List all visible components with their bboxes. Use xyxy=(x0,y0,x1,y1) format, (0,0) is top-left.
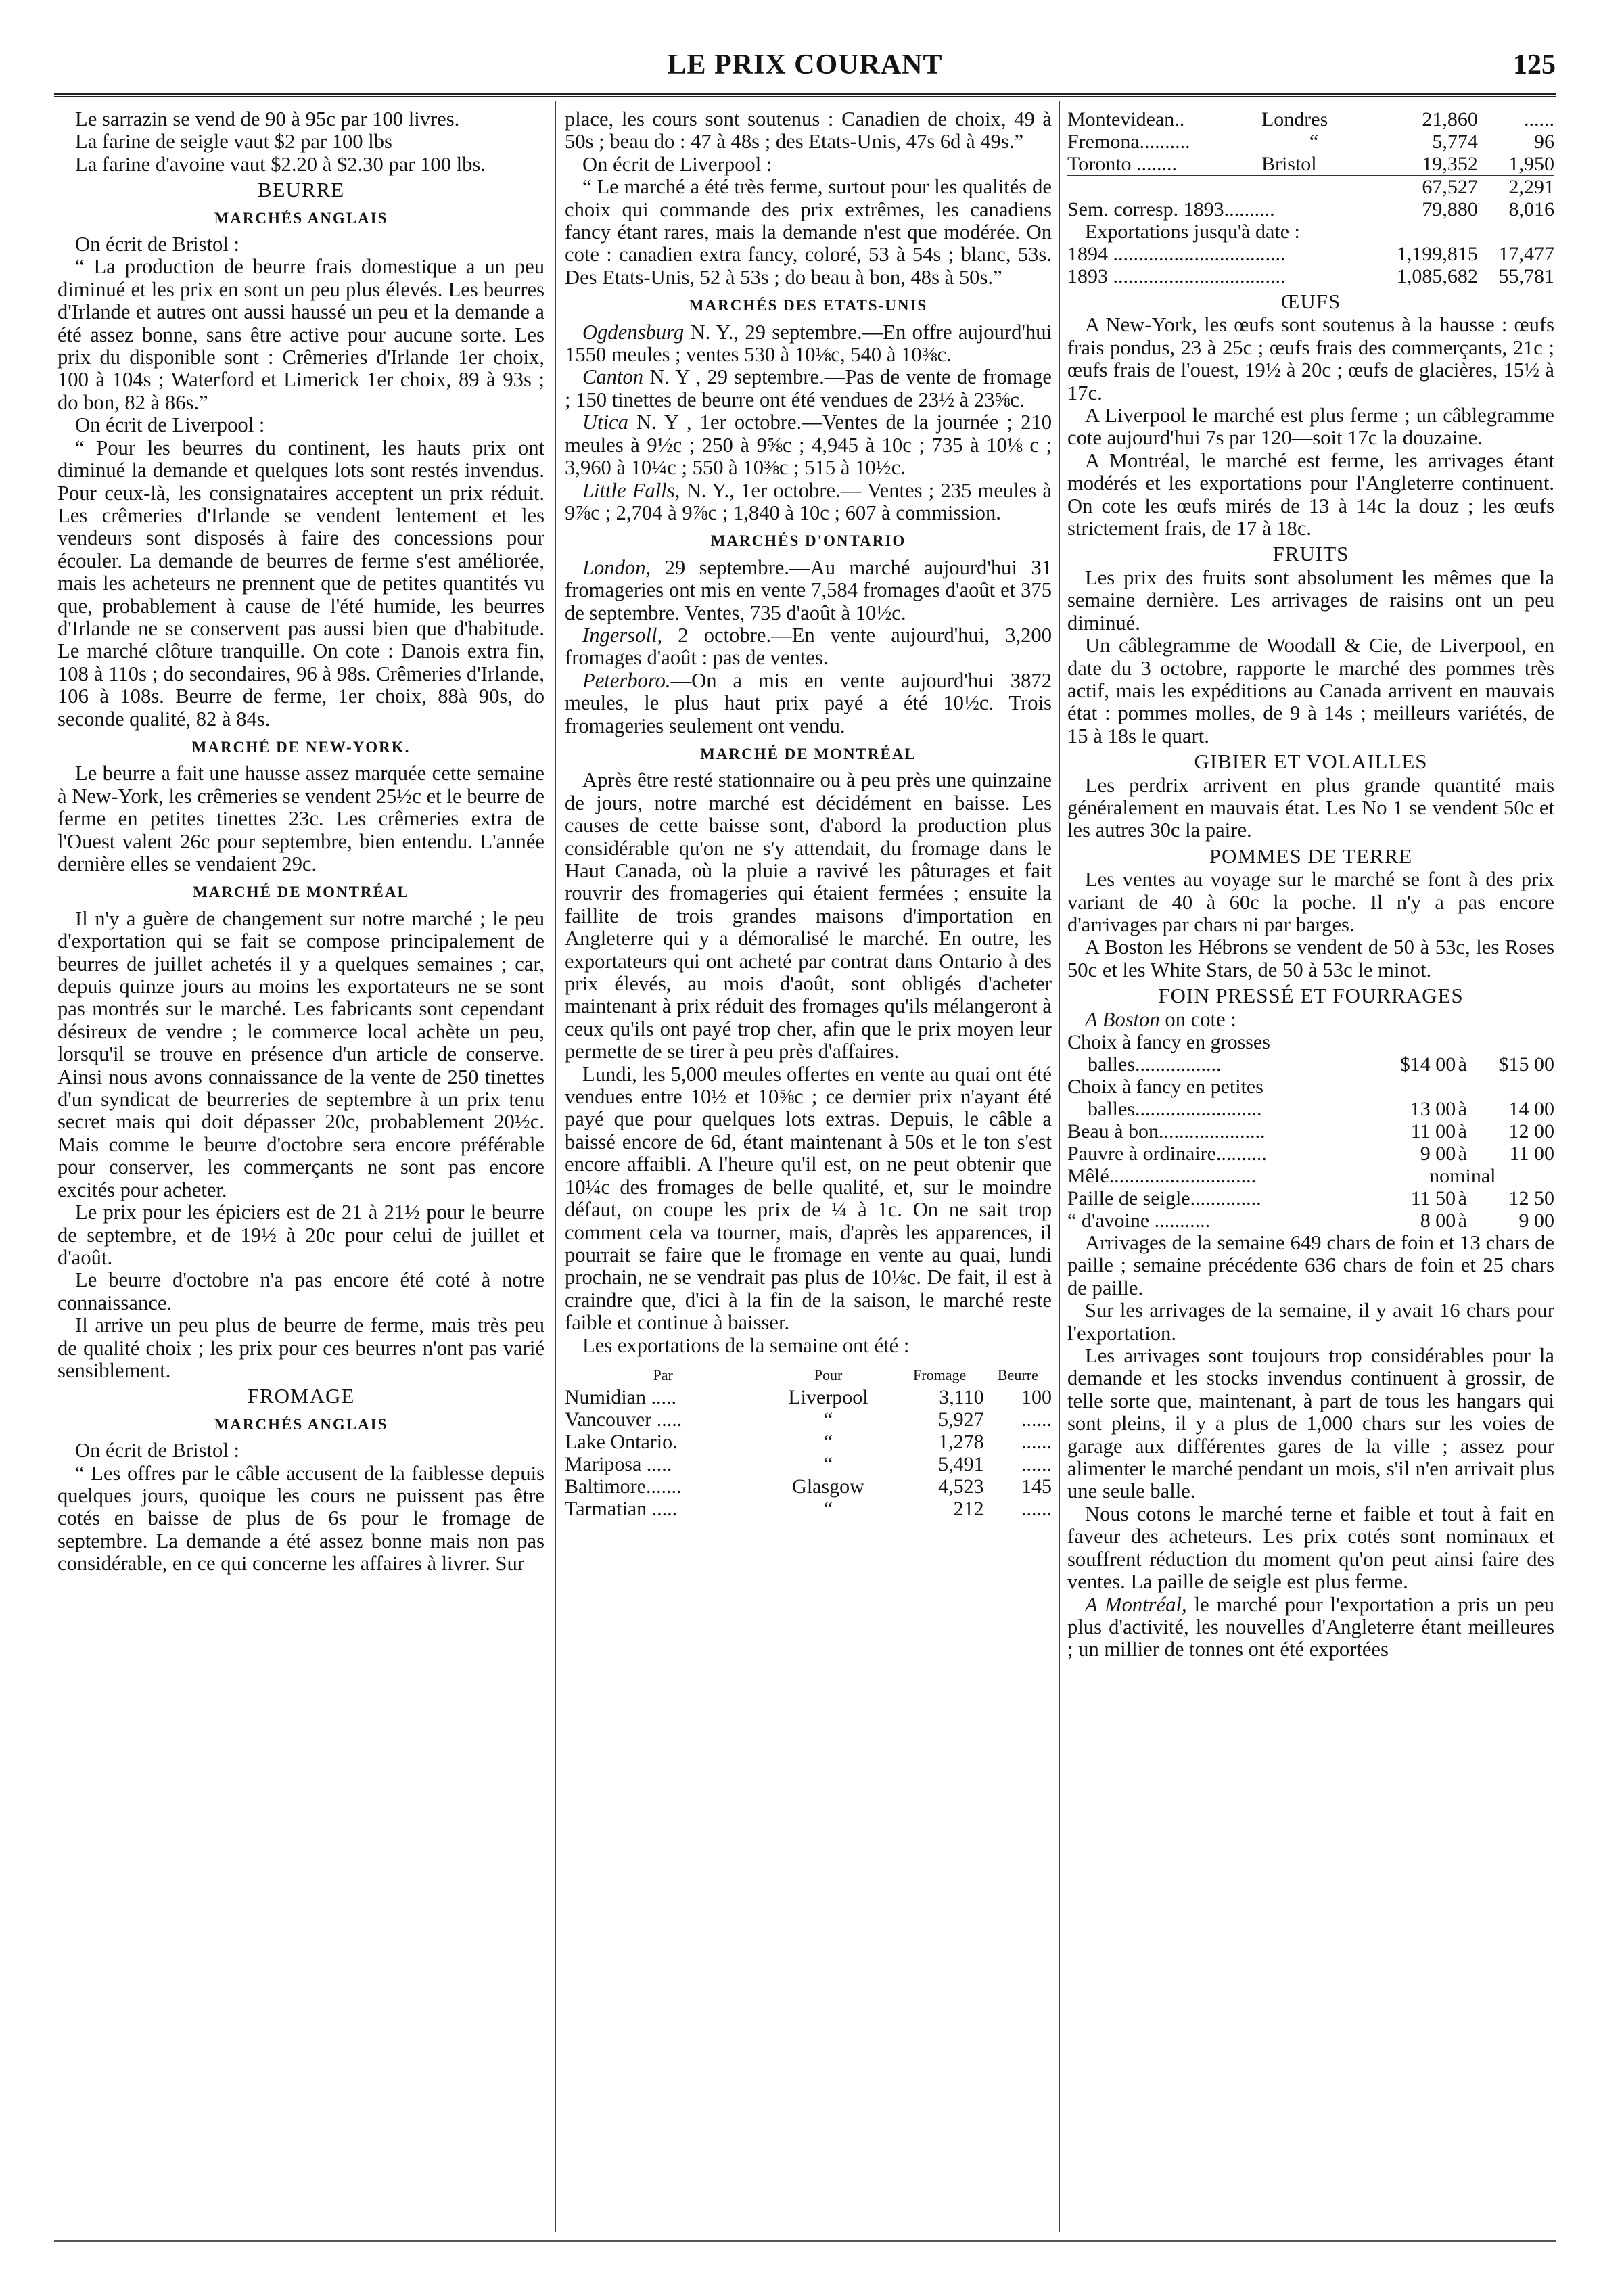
table-cell: 79,880 xyxy=(1422,198,1478,221)
section-heading-foin: FOIN PRESSÉ ET FOURRAGES xyxy=(1158,984,1464,1008)
table-cell: 14 00 xyxy=(1508,1098,1554,1120)
table-cell: 3,110 xyxy=(939,1385,984,1408)
column-3 xyxy=(1067,108,1554,2232)
table-row xyxy=(1067,1031,1554,1053)
paragraph xyxy=(565,411,1052,479)
table-cell: à xyxy=(1458,1209,1467,1232)
table-cell: ...... xyxy=(1021,1497,1052,1520)
table-cell: Mêlé............................. xyxy=(1067,1165,1257,1187)
table-header: Pour xyxy=(814,1366,843,1383)
table-row xyxy=(1067,1187,1554,1209)
table-row xyxy=(1067,131,1554,153)
table-cell: Choix à fancy en grosses xyxy=(1067,1031,1270,1053)
table-cell: “ xyxy=(1309,131,1319,153)
table-cell: à xyxy=(1458,1120,1467,1143)
table-cell: Fremona.......... xyxy=(1067,131,1190,153)
table-cell: à xyxy=(1458,1187,1467,1209)
table-header-row xyxy=(565,1364,1052,1386)
total-row xyxy=(1067,176,1554,199)
paragraph: Lundi, les 5,000 meules offertes en vente au quai ont été vendues entre 10½ et 10⅝c ; ce dernier prix n'ayant été payé que pour quelques lots extras. Depuis, le câble a baissé encore de 6d, étant maintenant à 50s et le ton s'est encore affaibli. A l'heure qu'il est, on ne peut obtenir que 10¼c des fromages de belle qualité, et, sur le moindre défaut, on coupe les prix de ¼ à 1c. On ne sait trop comment cela va tourner, mais, d'après les apparences, il pourrait se faire que le fromage en vente au quai, lundi prochain, ne se vendrait pas plus de 10⅛c. De fait, il est à craindre que, d'ici à la fin de la saison, le marché reste faible et continue à baisser. xyxy=(565,1062,1052,1335)
table-cell: 12 00 xyxy=(1508,1120,1554,1143)
paragraph: Les exportations de la semaine ont été : xyxy=(582,1333,910,1357)
table-cell xyxy=(1261,176,1366,199)
paragraph: On écrit de Bristol : xyxy=(75,1439,240,1462)
table-row xyxy=(1067,1098,1554,1120)
paragraph xyxy=(565,624,1052,670)
place-name: A Montréal, xyxy=(1085,1592,1187,1616)
table-cell: 4,523 xyxy=(938,1475,984,1498)
paragraph-text: N. Y , 29 septembre.—Pas de vente de fromage ; 150 tinettes de beurre ont été vendues de 23½ à 23⅝c. xyxy=(565,365,1052,411)
table-row xyxy=(1067,1076,1554,1098)
page-number: 125 xyxy=(1513,49,1556,80)
table-cell: 2,291 xyxy=(1478,176,1554,199)
table-row xyxy=(565,1386,1052,1408)
table-cell: Vancouver ..... xyxy=(565,1408,682,1431)
paragraph: Un câblegramme de Woodall & Cie, de Liverpool, en date du 3 octobre, rapporte le marché des pommes très actif, mais les expéditions au Canada arrivent en mauvais état : pommes molles, de 9 à 14s ; meilleurs variétés, de 15 à 18s le quart. xyxy=(1067,634,1554,747)
table-cell: “ xyxy=(823,1408,833,1431)
place-name: Canton xyxy=(582,365,644,389)
section-heading-fromage: FROMAGE xyxy=(247,1384,355,1408)
table-cell: à xyxy=(1458,1143,1467,1165)
table-row xyxy=(1067,1120,1554,1143)
table-cell: Mariposa ..... xyxy=(565,1452,672,1475)
table-cell: 67,527 xyxy=(1366,176,1478,199)
table-header: Par xyxy=(653,1366,673,1383)
paragraph: A Boston les Hébrons se vendent de 50 à 53c, les Roses 50c et les White Stars, de 50 à 53c le minot. xyxy=(1067,936,1554,982)
table-row xyxy=(1067,1209,1554,1232)
paragraph: “ Pour les beurres du continent, les hauts prix ont diminué la demande et quelques lots sont restés invendus. Pour ceux-là, les consignataires acceptent un prix réduit. Les crêmeries d'Irlande se vendent lentement et les vendeurs sont disposés à faire des concessions pour écouler. La demande de beurres de ferme s'est améliorée, mais les acheteurs ne prennent que de petites quantités vu que, probablement à cause de l'été humide, les beurres d'Irlande ne se conservent pas aussi bien que d'habitude. Le marché clôture tranquille. On cote : Danois extra fin, 108 à 110s ; do secondaires, 96 à 98s. Crêmeries d'Irlande, 106 à 108s. Beurre de ferme, 1er choix, 88à 90s, do seconde qualité, 82 à 84s. xyxy=(57,436,544,731)
subheading: MARCHÉS ANGLAIS xyxy=(214,209,388,227)
paragraph xyxy=(565,670,1052,737)
table-cell: 9 00 xyxy=(1518,1209,1554,1232)
section-heading-oeufs: ŒUFS xyxy=(1280,290,1341,313)
table-cell: ...... xyxy=(1524,108,1554,131)
paragraph-text: le marché pour l'exportation a pris un peu plus d'activité, les nouvelles d'Angleterre étant meilleures ; un millier de tonnes ont été exportées xyxy=(1067,1592,1554,1661)
paragraph: “ Le marché a été très ferme, surtout pour les qualités de choix qui commande des prix extrêmes, les canadiens fancy étant rares, mais la demande n'est que modérée. On cote : canadien extra fancy, coloré, 53 à 54s ; blanc, 53s. Des Etats-Unis, 52 à 53s ; do beau à bon, 48s à 50s.” xyxy=(565,175,1052,289)
shipments-table xyxy=(1067,108,1554,287)
paragraph: On écrit de Liverpool : xyxy=(582,152,772,176)
table-cell: 1,085,682 xyxy=(1396,265,1478,287)
table-cell: 100 xyxy=(1021,1385,1052,1408)
place-name: Utica xyxy=(582,411,628,434)
table-cell: 145 xyxy=(1021,1475,1052,1498)
table-cell: 8 00 xyxy=(1420,1209,1456,1232)
paragraph: Après être resté stationnaire ou à peu près une quinzaine de jours, notre marché est décidément en baisse. Les causes de cette baisse sont, d'abord la production plus considérable qu'on ne s'y attendait, du fromage dans le Haut Canada, où la pluie a ravivé les pâturages et fait rouvrir des fromageries qui étaient fermées ; ensuite la faillite de trois grandes maisons d'importation en Angleterre qui y a démoralisé le marché. En outre, les exportateurs qui ont acheté par contrat dans Ontario à des prix élevés, au mois d'août, sont obligés d'acheter maintenant à prix réduit des fromages qu'ils mélangeront à ceux qu'ils ont payé trop cher, afin que le prix moyen leur permette de se tirer à peu près d'affaires. xyxy=(565,768,1052,1063)
column-divider xyxy=(555,101,556,2232)
paragraph: Le prix pour les épiciers est de 21 à 21½ pour le beurre de septembre, et de 19½ à 20c pour celui de juillet et d'août. xyxy=(57,1201,544,1269)
table-cell: 11 00 xyxy=(1410,1120,1456,1143)
paragraph-text: N. Y , 1er octobre.—Ventes de la journée ; 210 meules à 9½c ; 250 à 9⅝c ; 4,945 à 10c ; 735 à 10⅛ c ; 3,960 à 10¼c ; 550 à 10⅜c ; 515 à 10½c. xyxy=(565,411,1052,480)
paragraph xyxy=(1067,1594,1554,1661)
table-row xyxy=(565,1498,1052,1520)
paragraph xyxy=(1067,1009,1554,1031)
place-name: Peterboro. xyxy=(582,668,671,692)
table-cell: 9 00 xyxy=(1420,1143,1456,1165)
paragraph-text: —On a mis en vente aujourd'hui 3872 meules, le plus haut prix payé a été 10½c. Trois fromageries seulement ont vendu. xyxy=(565,668,1052,737)
table-cell: nominal xyxy=(1429,1165,1496,1187)
paragraph: Il arrive un peu plus de beurre de ferme, mais très peu de qualité choix ; les prix pour ces beurres n'ont pas varié sensiblement. xyxy=(57,1314,544,1382)
table-cell: “ xyxy=(823,1452,833,1475)
paragraph-text: on cote : xyxy=(1159,1007,1236,1031)
table-cell: 1,950 xyxy=(1508,153,1554,175)
paragraph-text: N. Y., 29 septembre.—En offre aujourd'hui 1550 meules ; ventes 530 à 10⅛c, 540 à 10⅜c. xyxy=(565,320,1052,367)
table-cell: Exportations jusqu'à date : xyxy=(1085,221,1300,243)
table-row xyxy=(1067,1053,1554,1076)
table-cell: 17,477 xyxy=(1498,243,1554,265)
table-row xyxy=(565,1453,1052,1475)
paragraph: On écrit de Bristol : xyxy=(75,233,240,256)
column-1 xyxy=(57,108,544,2232)
paragraph: On écrit de Liverpool : xyxy=(75,413,265,437)
table-row xyxy=(565,1431,1052,1453)
table-header: Fromage xyxy=(913,1366,967,1383)
paragraph: “ La production de beurre frais domestique a un peu diminué et les prix en sont un peu plus élevés. Les beurres d'Irlande et autres ont aussi haussé un peu et la demande a été assez bonne, sans être active pour aucune sorte. Les prix du disponible sont : Crêmeries d'Irlande 1er choix, 100 à 104s ; Waterford et Limerick 1er choix, 89 à 93s ; do bon, 82 à 86s.” xyxy=(57,255,544,414)
table-cell: 5,491 xyxy=(938,1452,984,1475)
page-title: LE PRIX COURANT xyxy=(667,49,943,80)
table-row xyxy=(565,1408,1052,1431)
paragraph: Les prix des fruits sont absolument les mêmes que la semaine dernière. Les arrivages de raisins ont un peu diminué. xyxy=(1067,566,1554,635)
table-cell: Numidian ..... xyxy=(565,1385,676,1408)
paragraph: Il n'y a guère de changement sur notre marché ; le peu d'exportation qui se fait se compose principalement de beurres de juillet achetés il y a quelques semaines ; car, depuis quinze jours au moins les exportateurs ne se sont pas montrés sur le marché. Les fabricants sont cependant désireux de vendre ; le commerce local achète un peu, lorsqu'il se trouve en présence d'un article de conserve. Ainsi nous avons connaissance de la vente de 250 tinettes d'un syndicat de beurreries de septembre à un prix tenu secret mais qui doit dépasser 20c, probablement 20½c. Mais comme le beurre d'octobre sera encore préférable pour conserver, les commerçants ne sont pas encore excités pour acheter. xyxy=(57,906,544,1201)
paragraph: La farine d'avoine vaut $2.20 à $2.30 par 100 lbs. xyxy=(75,152,486,176)
header-rule xyxy=(54,93,1556,97)
table-cell: 1893 .................................. xyxy=(1067,265,1286,287)
table-cell: 5,927 xyxy=(938,1408,984,1431)
table-cell: 11 00 xyxy=(1509,1143,1554,1165)
paragraph xyxy=(565,480,1052,525)
table-cell: Lake Ontario. xyxy=(565,1430,678,1453)
table-cell: “ xyxy=(823,1430,833,1453)
paragraph-text: N. Y., 1er octobre.— Ventes ; 235 meules à 9⅞c ; 2,704 à 9⅞c ; 1,840 à 10c ; 607 à commission. xyxy=(565,478,1052,524)
table-cell: “ xyxy=(823,1497,833,1520)
table-cell: “ d'avoine ........... xyxy=(1067,1209,1211,1232)
table-row xyxy=(565,1475,1052,1498)
table-cell: 1,278 xyxy=(938,1430,984,1453)
column-divider xyxy=(1059,101,1060,2232)
subheading: MARCHÉS D'ONTARIO xyxy=(710,532,906,550)
table-cell: 212 xyxy=(953,1497,984,1520)
paragraph-text: 2 octobre.—En vente aujourd'hui, 3,200 fromages d'août : pas de ventes. xyxy=(565,623,1052,670)
column-2 xyxy=(565,108,1052,2232)
export-table xyxy=(565,1364,1052,1520)
table-cell: 13 00 xyxy=(1410,1098,1456,1120)
table-row xyxy=(1067,108,1554,131)
table-cell: Toronto ........ xyxy=(1067,153,1178,175)
table-cell: à xyxy=(1458,1098,1467,1120)
section-heading-pommes-de-terre: POMMES DE TERRE xyxy=(1209,844,1413,868)
paragraph xyxy=(565,321,1052,367)
section-heading-gibier: GIBIER ET VOLAILLES xyxy=(1194,750,1428,774)
paragraph: Arrivages de la semaine 649 chars de foin et 13 chars de paille ; semaine précédente 636 chars de foin et 25 chars de paille. xyxy=(1067,1231,1554,1299)
table-cell: $15 00 xyxy=(1498,1053,1554,1076)
table-row xyxy=(1067,1165,1554,1187)
table-cell: Bristol xyxy=(1261,153,1317,175)
table-cell: Baltimore....... xyxy=(565,1475,682,1498)
paragraph: Les ventes au voyage sur le marché se font à des prix variant de 40 à 60c la poche. Il n'y a pas encore d'arrivages par chars ni par barges. xyxy=(1067,868,1554,936)
table-cell: 12 50 xyxy=(1508,1187,1554,1209)
place-name: London, xyxy=(582,555,651,579)
table-cell: 5,774 xyxy=(1432,131,1478,153)
table-cell: Paille de seigle.............. xyxy=(1067,1187,1261,1209)
subheading: MARCHÉS ANGLAIS xyxy=(214,1415,388,1433)
paragraph: A Montréal, le marché est ferme, les arrivages étant modérés et les exportations pour l'Angleterre continuent. On cote les œufs mirés de 13 à 14c la douz ; les œufs strictement frais, de 17 à 18c. xyxy=(1067,448,1554,540)
paragraph xyxy=(565,557,1052,624)
paragraph: Le sarrazin se vend de 90 à 95c par 100 livres. xyxy=(75,108,460,131)
table-row xyxy=(1067,243,1554,265)
paragraph: A New-York, les œufs sont soutenus à la hausse : œufs frais pondus, 23 à 25c ; œufs frais des commerçants, 21c ; œufs frais de l'ouest, 19½ à 20c ; œufs de glacières, 15½ à 17c. xyxy=(1067,313,1554,405)
paragraph xyxy=(565,366,1052,411)
table-cell: 21,860 xyxy=(1422,108,1478,131)
table-header: Beurre xyxy=(997,1366,1038,1383)
table-row xyxy=(1067,198,1554,221)
subheading: MARCHÉ DE NEW-YORK. xyxy=(191,738,411,756)
table-cell: ...... xyxy=(1021,1452,1052,1475)
table-cell: 96 xyxy=(1534,131,1554,153)
table-cell: Choix à fancy en petites xyxy=(1067,1076,1263,1098)
table-cell: 55,781 xyxy=(1498,265,1554,287)
place-name: Little Falls, xyxy=(582,478,680,502)
place-name: Ingersoll, xyxy=(582,623,663,647)
page-header xyxy=(54,41,1556,95)
paragraph: place, les cours sont soutenus : Canadien de choix, 49 à 50s ; beau do : 47 à 48s ; des Etats-Unis, 47s 6d à 49s.” xyxy=(565,108,1052,154)
table-cell: ...... xyxy=(1021,1408,1052,1431)
table-cell: 1,199,815 xyxy=(1396,243,1478,265)
paragraph: Le beurre a fait une hausse assez marquée cette semaine à New-York, les crêmeries se vendent 25½c et le beurre de ferme en petites tinettes 23c. Les crêmeries extra de l'Ouest valent 26c pour septembre, bien entendu. L'année dernière elles se vendaient 29c. xyxy=(57,762,544,875)
table-cell: ...... xyxy=(1021,1430,1052,1453)
table-cell: Sem. corresp. 1893.......... xyxy=(1067,198,1275,221)
paragraph: Les arrivages sont toujours trop considérables pour la demande et les stocks invendus continuent à grossir, de telle sorte que, maintenant, à part de tous les hangars qui sont pleins, il y a plus de 1,000 chars sur les voies de garage aux différentes gares de la ville ; assez pour alimenter le marché pendant un mois, s'il n'en arrivait plus une seule balle. xyxy=(1067,1344,1554,1503)
place-name: Ogdensburg xyxy=(582,320,685,344)
table-cell: Liverpool xyxy=(788,1385,868,1408)
table-cell: Montevidean.. xyxy=(1067,108,1185,131)
table-row xyxy=(1067,153,1554,176)
footer-rule xyxy=(54,2240,1556,2242)
subheading: MARCHÉS DES ETATS-UNIS xyxy=(689,297,928,315)
table-cell: balles................. xyxy=(1088,1053,1222,1076)
section-heading-fruits: FRUITS xyxy=(1272,542,1349,566)
paragraph: Sur les arrivages de la semaine, il y avait 16 chars pour l'exportation. xyxy=(1067,1299,1554,1345)
table-cell: à xyxy=(1458,1053,1467,1076)
table-cell: $14 00 xyxy=(1399,1053,1456,1076)
table-cell: 19,352 xyxy=(1422,153,1478,175)
table-row xyxy=(1067,265,1554,287)
paragraph: La farine de seigle vaut $2 par 100 lbs xyxy=(75,130,392,154)
hay-price-table xyxy=(1067,1031,1554,1232)
table-cell xyxy=(1067,176,1261,199)
table-cell: Beau à bon..................... xyxy=(1067,1120,1266,1143)
paragraph: Les perdrix arrivent en plus grande quantité mais généralement en mauvais état. Les No 1 se vendent 50c et les autres 30c la paire. xyxy=(1067,773,1554,842)
table-cell: 11 50 xyxy=(1410,1187,1456,1209)
table-cell: Tarmatian ..... xyxy=(565,1497,678,1520)
table-row xyxy=(1067,1143,1554,1165)
table-cell: Glasgow xyxy=(792,1475,864,1498)
table-cell: 1894 .................................. xyxy=(1067,243,1286,265)
table-cell: Londres xyxy=(1261,108,1328,131)
section-heading-beurre: BEURRE xyxy=(257,178,345,202)
paragraph-text: 29 septembre.—Au marché aujourd'hui 31 fromageries ont mis en vente 7,584 fromages d'août et 375 de septembre. Ventes, 735 d'août à 10½c. xyxy=(565,555,1052,624)
place-name: A Boston xyxy=(1085,1007,1160,1031)
table-cell: balles......................... xyxy=(1088,1098,1262,1120)
table-cell: 8,016 xyxy=(1508,198,1554,221)
paragraph: Nous cotons le marché terne et faible et tout à fait en faveur des acheteurs. Les prix cotés sont nominaux et souffrent réduction du moment qu'on peut ainsi faire des ventes. La paille de seigle est plus ferme. xyxy=(1067,1502,1554,1594)
table-row xyxy=(1067,221,1554,243)
subheading: MARCHÉ DE MONTRÉAL xyxy=(700,745,917,762)
table-cell: Pauvre à ordinaire.......... xyxy=(1067,1143,1267,1165)
paragraph: A Liverpool le marché est plus ferme ; un câblegramme cote aujourd'hui 7s par 120—soit 17c la douzaine. xyxy=(1067,404,1554,450)
paragraph: Le beurre d'octobre n'a pas encore été coté à notre connaissance. xyxy=(57,1268,544,1314)
subheading: MARCHÉ DE MONTRÉAL xyxy=(193,883,409,901)
paragraph: “ Les offres par le câble accusent de la faiblesse depuis quelques jours, quoique les cours ne puissent pas être cotés en baisse de plus de 6s pour le fromage de septembre. La demande a été assez bonne mais non pas considérable, en ce qui concerne les affaires à livrer. Sur xyxy=(57,1461,544,1575)
